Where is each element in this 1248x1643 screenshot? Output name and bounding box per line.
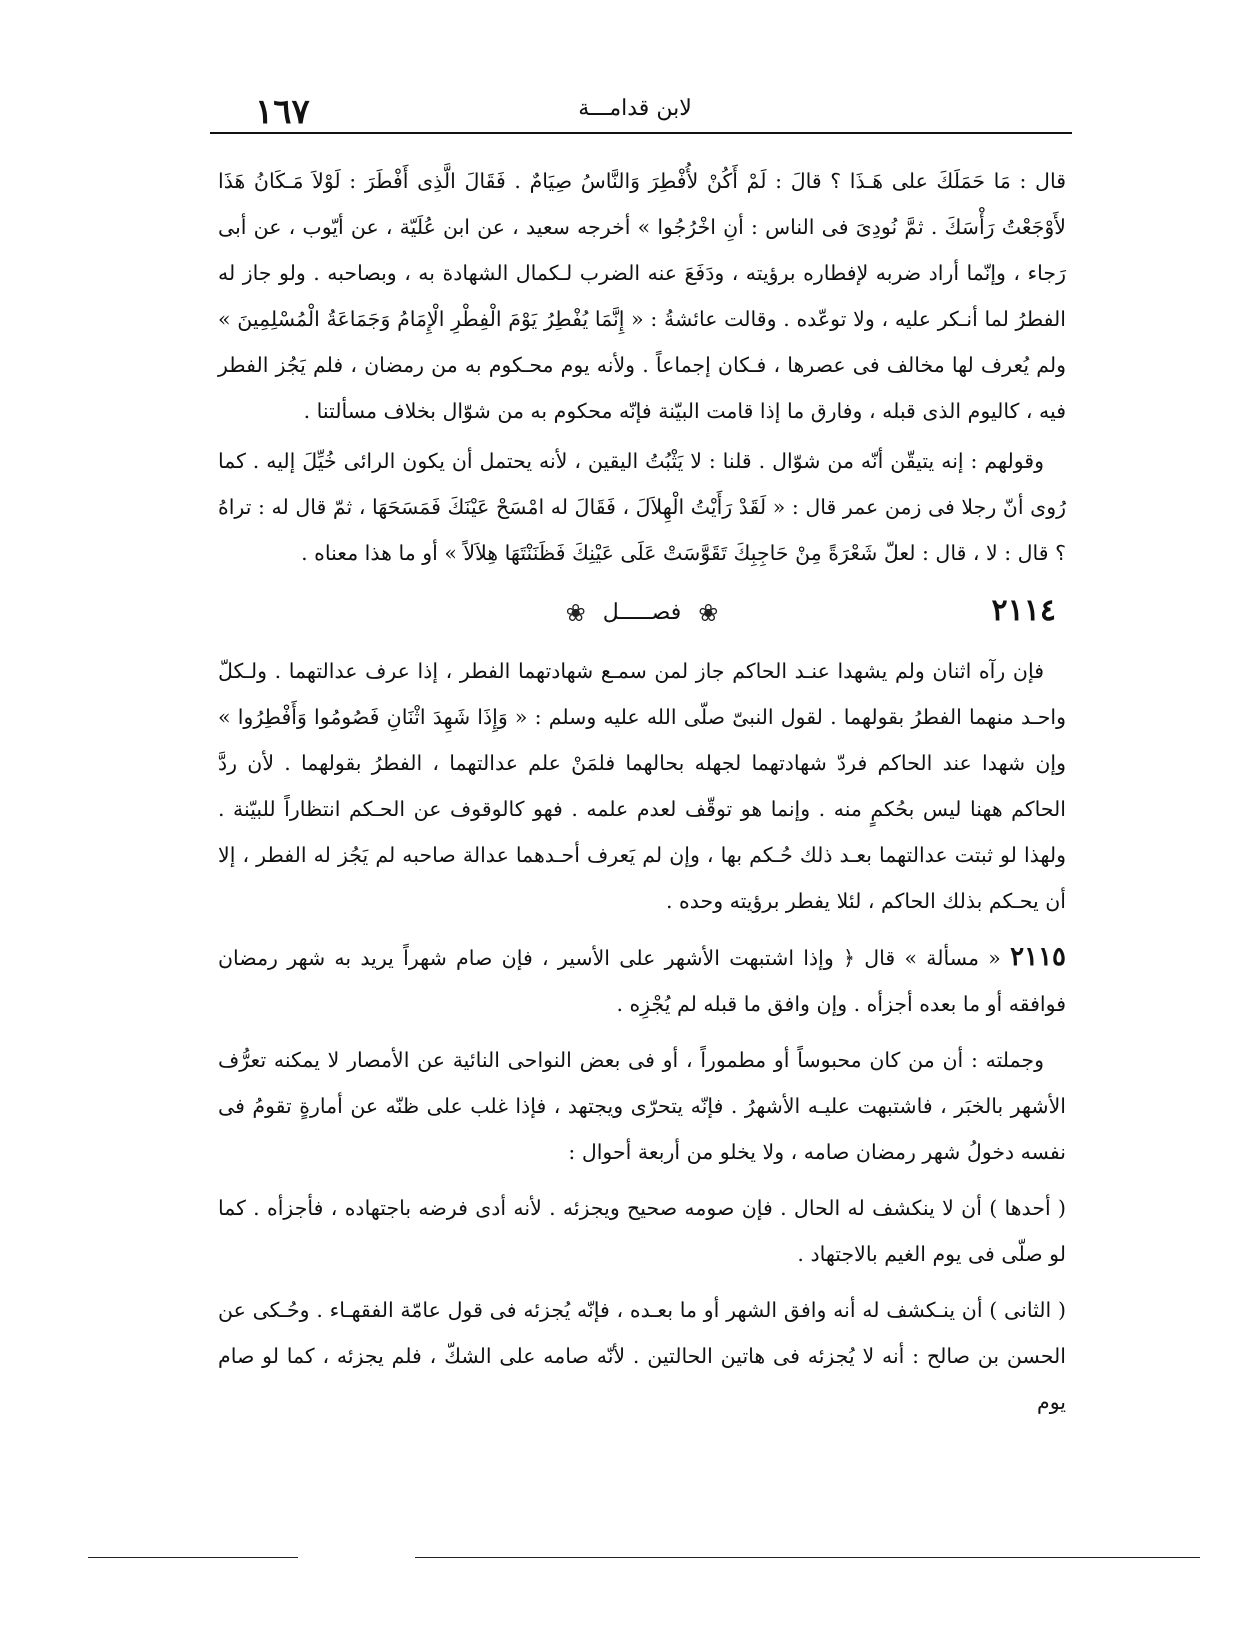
masala-paragraph bbox=[218, 934, 1066, 1027]
footer-divider-long bbox=[415, 1557, 1200, 1558]
section-heading bbox=[218, 586, 1066, 640]
section-number: ٢١١٤ bbox=[991, 593, 1056, 628]
masala-text: « مسألة » قال ﴿ وإذا اشتبهت الأشهر على الأسير ، فإن صام شهراً يريد به شهر رمضان فوافقه أو ما بعده أجزأه . وإن وافق ما قبله لم يُجْزِه . bbox=[218, 946, 1066, 1016]
footer-divider-short bbox=[88, 1557, 298, 1558]
header-divider bbox=[210, 132, 1072, 134]
paragraph-6: ( الثانى ) أن ينـكشف له أنه وافق الشهر أو ما بعـده ، فإنّه يُجزئه فى قول عامّة الفقهـاء . وحُـكى عن الحسن بن صالح : أنه لا يُجزئه فى هاتين الحالتين . لأنّه صامه على الشكّ ، فلم يجزئه ، كما لو صام يوم bbox=[218, 1298, 1066, 1414]
running-title: لابن قدامـــة bbox=[578, 96, 692, 121]
section-title: فصـــــل bbox=[602, 600, 682, 625]
section-title-block bbox=[218, 590, 1066, 636]
paragraph-1: قال : مَا حَمَلَكَ على هَـذَا ؟ قالَ : لَمْ أَكُنْ لأُفْطِرَ وَالنَّاسُ صِيَامٌ . فَقَالَ الَّذِى أَفْطَرَ : لَوْلاَ مَـكَانُ هَذَا لأَوْجَعْتُ رَأْسَكَ . ثمَّ نُودِىَ فى الناس : أنِ اخْرُجُوا » أخرجه سعيد ، عن ابن عُلَيّة ، عن أيّوب ، عن أبى رَجاء ، وإنّما أراد ضربه لإفطاره برؤيته ، ودَفَعَ عنه الضرب لـكمال الشهادة به ، وبصاحبه . ولو جاز له الفطرُ لما أنـكر عليه ، ولا توعّده . وقالت عائشةُ : « إِنَّمَا يُفْطِرُ يَوْمَ الْفِطْرِ الْإِمَامُ وَجَمَاعَةُ الْمُسْلِمِينَ » ولم يُعرف لها مخالف فى عصرها ، فـكان إجماعاً . ولأنه يوم محـكوم به من رمضان ، فلم يَجُز الفطر فيه ، كاليوم الذى قبله ، وفارق ما إذا قامت البيّنة فإنّه محكوم به من شوّال بخلاف مسألتنا . bbox=[218, 169, 1066, 423]
page-number: ١٦٧ bbox=[255, 92, 310, 132]
paragraph-2: وقولهم : إنه يتيقّن أنّه من شوّال . قلنا : لا يَثْبُتُ اليقين ، لأنه يحتمل أن يكون الرائى خُيِّلَ إليه . كما رُوى أنّ رجلا فى زمن عمر قال : « لَقَدْ رَأَيْتُ الْهِلاَلَ ، فَقَالَ له امْسَحْ عَيْنَكَ فَمَسَحَهَا ، ثمّ قال له : تراهُ ؟ قال : لا ، قال : لعلّ شَعْرَةً مِنْ حَاجِبِكَ تَقَوَّسَتْ عَلَى عَيْنِكَ فَظَنَنْتَهَا هِلاَلاً » أو ما هذا معناه . bbox=[218, 449, 1066, 565]
ornament-right-icon: ❀ bbox=[698, 599, 719, 627]
body-text bbox=[218, 158, 1066, 1425]
ornament-left-icon: ❀ bbox=[565, 599, 586, 627]
page-header bbox=[205, 88, 1065, 148]
paragraph-4: وجملته : أن من كان محبوساً أو مطموراً ، أو فى بعض النواحى النائية عن الأمصار لا يمكنه تعرُّف الأشهر بالخبَر ، فاشتبهت عليـه الأشهرُ . فإنّه يتحرّى ويجتهد ، فإذا غلب على ظنّه عن أمارةٍ تقومُ فى نفسه دخولُ شهر رمضان صامه ، ولا يخلو من أربعة أحوال : bbox=[218, 1048, 1066, 1164]
masala-number: ٢١١٥ bbox=[1010, 942, 1066, 972]
paragraph-3: فإن رآه اثنان ولم يشهدا عنـد الحاكم جاز لمن سمـع شهادتهما الفطر ، إذا عرف عدالتهما . ولـكلّ واحـد منهما الفطرُ بقولهما . لقول النبىّ صلّى الله عليه وسلم : « وَإِذَا شَهِدَ اثْنَانِ فَصُومُوا وَأَفْطِرُوا » وإن شهدا عند الحاكم فردّ شهادتهما لجهله بحالهما فلمَنْ علم عدالتهما ، الفطرُ بقولهما . لأن ردَّ الحاكم ههنا ليس بحُكمٍ منه . وإنما هو توقّف لعدم علمه . فهو كالوقوف عن الحـكم انتظاراً للبيّنة . ولهذا لو ثبتت عدالتهما بعـد ذلك حُـكم بها ، وإن لم يَعرف أحـدهما عدالة صاحبه لم يَجُز له الفطر ، إلا أن يحـكم بذلك الحاكم ، لئلا يفطر برؤيته وحده . bbox=[218, 659, 1066, 913]
paragraph-5: ( أحدها ) أن لا ينكشف له الحال . فإن صومه صحيح ويجزئه . لأنه أدى فرضه باجتهاده ، فأجزأه . كما لو صلّى فى يوم الغيم بالاجتهاد . bbox=[218, 1196, 1066, 1266]
